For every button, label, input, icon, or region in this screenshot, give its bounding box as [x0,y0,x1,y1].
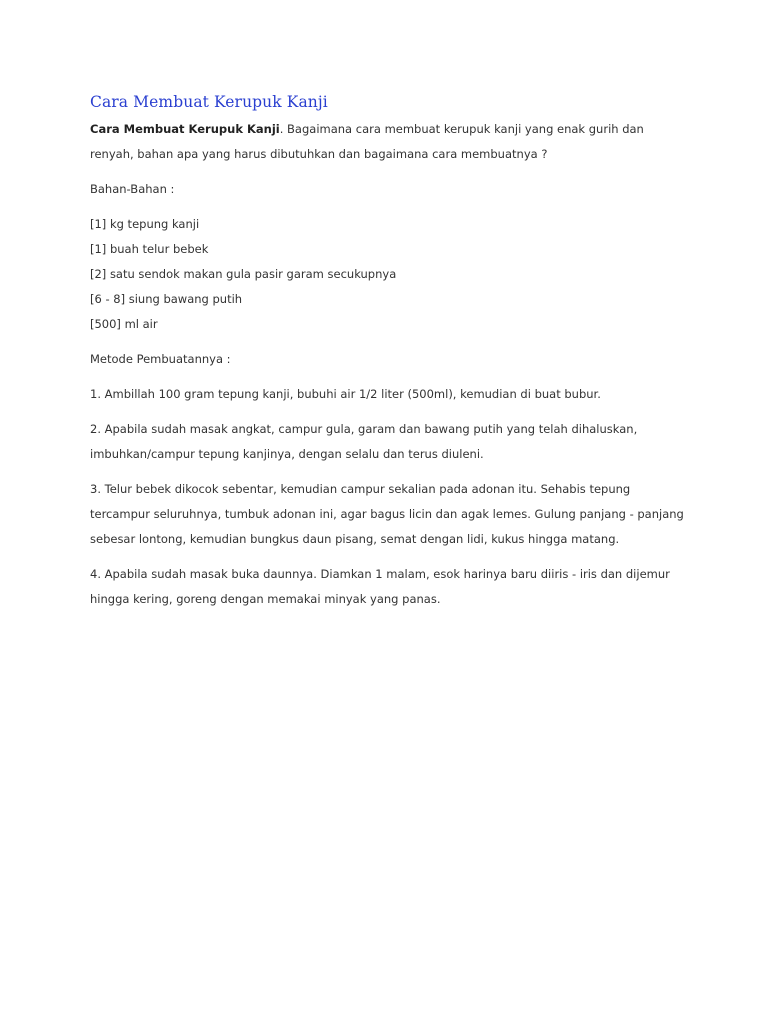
article [90,89,690,612]
ingredients-heading: Bahan-Bahan : [90,182,175,196]
article-title: Cara Membuat Kerupuk Kanji [90,93,328,111]
intro-text: . Bagaimana cara membuat kerupuk kanji yang enak gurih dan renyah, bahan apa yang harus dibutuhkan dan bagaimana cara membuatnya ? [90,122,644,161]
ingredient-item: [2] satu sendok makan gula pasir garam secukupnya [90,267,397,281]
ingredient-item: [1] kg tepung kanji [90,217,200,231]
method-step: 4. Apabila sudah masak buka daunnya. Diamkan 1 malam, esok harinya baru diiris - iris dan dijemur hingga kering, goreng dengan memakai minyak yang panas. [90,567,670,606]
method-step: 2. Apabila sudah masak angkat, campur gula, garam dan bawang putih yang telah dihaluskan, imbuhkan/campur tepung kanjinya, dengan selalu dan terus diuleni. [90,422,638,461]
intro-bold-term: Cara Membuat Kerupuk Kanji [90,122,280,136]
article-intro [90,117,690,167]
method-step: 1. Ambillah 100 gram tepung kanji, bubuhi air 1/2 liter (500ml), kemudian di buat bubur. [90,387,601,401]
method-step: 3. Telur bebek dikocok sebentar, kemudian campur sekalian pada adonan itu. Sehabis tepung tercampur seluruhnya, tumbuk adonan ini, agar bagus licin dan agak lemes. Gulung panjang - panjang sebesar lontong, kemudian bungkus daun pisang, semat dengan lidi, kukus hingga matang. [90,482,684,546]
ingredients-list [90,212,690,337]
ingredient-item: [1] buah telur bebek [90,242,209,256]
ingredient-item: [6 - 8] siung bawang putih [90,292,243,306]
ingredient-item: [500] ml air [90,317,158,331]
method-heading: Metode Pembuatannya : [90,352,231,366]
